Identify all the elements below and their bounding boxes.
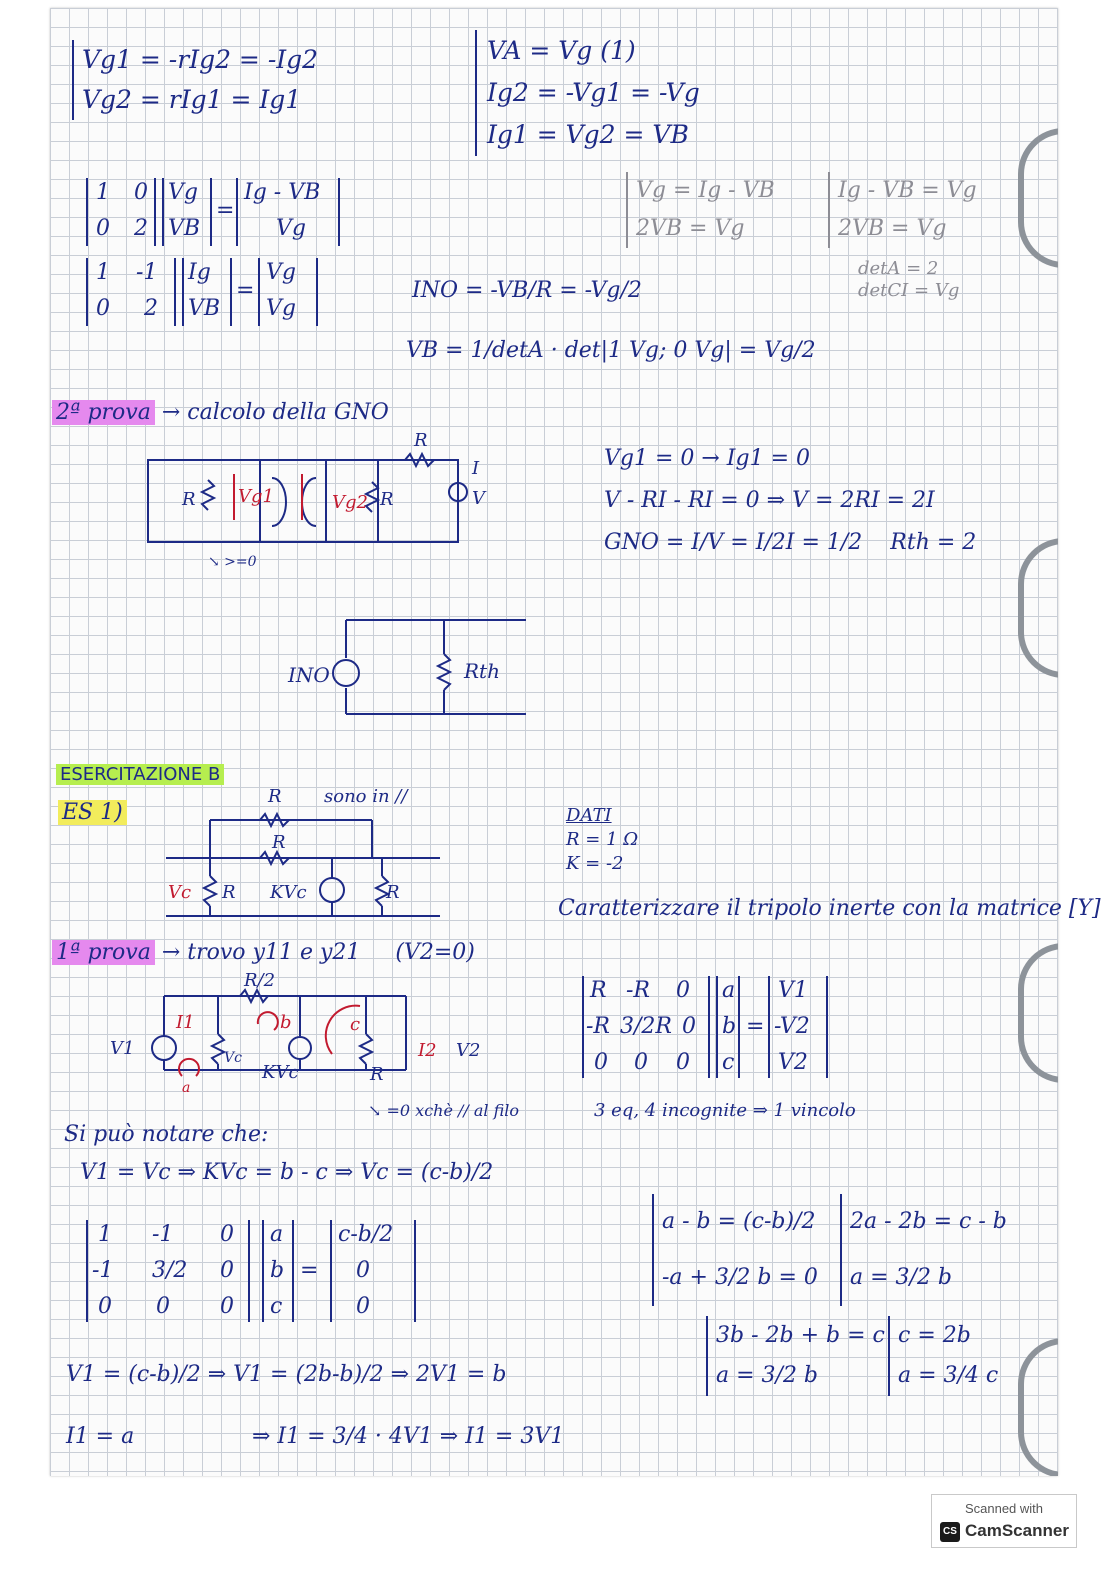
matrix-eq-1: 1 0 0 2 Vg VB = Ig - VB Vg (86, 178, 346, 248)
notice-text: Si può notare che: (64, 1122, 269, 1147)
label-vc: Vc (224, 1050, 242, 1066)
system-a (475, 30, 700, 156)
label-mesh-a: a (182, 1080, 191, 1096)
matrix-cell: 1 (96, 260, 110, 285)
eq-line: detA = 2 (858, 258, 939, 279)
label-rth: Rth (464, 659, 500, 683)
prova1-heading (52, 940, 475, 965)
eq-line: GNO = I/V = I/2I = 1/2 (604, 530, 863, 555)
parallel-note: sono in // (324, 786, 408, 807)
pencil-system-1 (626, 172, 775, 248)
prova1-title: → trovo y11 e y21 (161, 940, 361, 965)
rhs-cell: V1 (778, 978, 808, 1003)
esercitazione-label: ESERCITAZIONE B (56, 764, 224, 785)
gno-equations (604, 438, 976, 564)
circuit-diagram-y11 (100, 972, 550, 1122)
label-i2: I2 (418, 1040, 437, 1061)
camscanner-badge (931, 1494, 1077, 1548)
eq-line: 2VB = Vg (636, 216, 745, 241)
eq-line: Ig2 = -Vg1 = -Vg (487, 78, 700, 107)
es1-heading (58, 800, 127, 825)
matrix-cell: 0 (220, 1294, 234, 1319)
circuit-diagram-gno (140, 430, 510, 570)
matrix-cell: 0 (156, 1294, 170, 1319)
eq-line: VA = Vg (1) (487, 36, 636, 65)
label-r3: R (414, 430, 428, 451)
task-text: Caratterizzare il tripolo inerte con la matrice [Y] (558, 896, 1101, 921)
rhs-cell: c-b/2 (338, 1222, 394, 1247)
eq-line: a = 3/2 b (850, 1265, 953, 1290)
eq-line: Vg1 = -rIg2 = -Ig2 (82, 45, 319, 74)
label-mesh-c: c (350, 1014, 361, 1035)
es1-label: ES 1) (58, 800, 127, 825)
eq-line: 3b - 2b + b = c (716, 1323, 885, 1348)
i1-result: ⇒ I1 = 3/4 · 4V1 ⇒ I1 = 3V1 (252, 1424, 565, 1449)
dati-block (566, 804, 638, 876)
matrix-cell: 1 (96, 180, 110, 205)
rhs-cell: Vg (266, 260, 296, 285)
circuit-note: ↘ >=0 (208, 554, 257, 570)
matrix-cell: -R (626, 978, 650, 1003)
label-v: V (472, 488, 485, 509)
vb-equation: VB = 1/detA · det|1 Vg; 0 Vg| = Vg/2 (406, 338, 816, 363)
label-r: R (370, 1064, 384, 1085)
rhs-cell: Vg (266, 296, 296, 321)
matrix-cell: -R (586, 1014, 610, 1039)
matrix-cell: -1 (92, 1258, 114, 1283)
eq-line: a - b = (c-b)/2 (662, 1209, 816, 1234)
matrix-cell: 0 (634, 1050, 648, 1075)
vector-cell: VB (188, 296, 221, 321)
system-ab (652, 1194, 818, 1306)
matrix-cell: R (590, 978, 607, 1003)
label-vg2: Vg2 (332, 492, 368, 513)
label-r-left: R (222, 882, 236, 903)
vector-cell: Ig (188, 260, 211, 285)
matrix-cell: 0 (98, 1294, 112, 1319)
label-r1: R (182, 489, 196, 510)
vector-cell: a (270, 1222, 284, 1247)
vector-cell: b (722, 1014, 737, 1039)
system-c-2 (888, 1316, 998, 1396)
equation-count-note: 3 eq, 4 incognite ⇒ 1 vincolo (594, 1100, 856, 1121)
eq-line: Ig - VB = Vg (838, 178, 977, 203)
vector-cell: c (270, 1294, 283, 1319)
camscanner-logo-icon: CS (940, 1522, 960, 1542)
circuit-diagram-tripolo (160, 780, 460, 930)
eq-line: V - RI - RI = 0 ⇒ V = 2RI = 2I (604, 488, 935, 513)
eq-line: a = 3/2 b (716, 1363, 819, 1388)
vector-cell: a (722, 978, 736, 1003)
label-r-top: R (268, 786, 282, 807)
dati-title: DATI (566, 805, 612, 826)
dati-item: K = -2 (566, 853, 624, 874)
matrix-cell: -1 (136, 260, 158, 285)
matrix-cell: 0 (682, 1014, 696, 1039)
matrix-cell: 0 (676, 1050, 690, 1075)
prova2-title: → calcolo della GNO (161, 400, 389, 425)
matrix-cell: 0 (96, 216, 110, 241)
label-kvc: KVc (270, 882, 307, 903)
matrix-eq-3: R -R 0 -R 3/2R 0 0 0 0 a b c = V1 -V2 V2 (582, 976, 842, 1080)
vector-cell: Vg (168, 180, 198, 205)
label-vg1: Vg1 (238, 486, 274, 507)
matrix-cell: 0 (96, 296, 110, 321)
matrix-cell: 2 (144, 296, 158, 321)
prova1-label: 1ª prova (52, 940, 155, 965)
i1-definition: I1 = a (66, 1424, 135, 1449)
label-v1: V1 (110, 1038, 135, 1059)
system-ab-2 (840, 1194, 1007, 1306)
v1-equation: V1 = (c-b)/2 ⇒ V1 = (2b-b)/2 ⇒ 2V1 = b (66, 1362, 507, 1387)
matrix-cell: 2 (134, 216, 148, 241)
norton-equivalent-circuit (280, 610, 540, 730)
prova2-label: 2ª prova (52, 400, 155, 425)
circuit-note: ↘ =0 xchè // al filo (368, 1101, 520, 1120)
dati-item: R = 1 Ω (566, 829, 639, 850)
binder-ring (1018, 128, 1058, 268)
vc-equation: V1 = Vc ⇒ KVc = b - c ⇒ Vc = (c-b)/2 (80, 1160, 494, 1185)
eq-line: -a + 3/2 b = 0 (662, 1265, 818, 1290)
matrix-cell: 3/2R (620, 1014, 672, 1039)
eq-line: c = 2b (898, 1323, 971, 1348)
vector-cell: b (270, 1258, 285, 1283)
label-i: I (472, 458, 480, 479)
label-kvc: KVc (262, 1062, 299, 1083)
v2-condition: (V2=0) (395, 940, 475, 965)
binder-ring (1018, 538, 1058, 678)
rhs-cell: Ig - VB (244, 180, 321, 205)
system-c (706, 1316, 885, 1396)
rhs-cell: -V2 (774, 1014, 810, 1039)
binder-ring (1018, 943, 1058, 1083)
label-vc: Vc (168, 882, 192, 903)
matrix-eq-2: 1 -1 0 2 Ig VB = Vg Vg (86, 258, 326, 328)
pencil-determinants (858, 258, 959, 302)
matrix-cell: 1 (98, 1222, 112, 1247)
pencil-system-2 (828, 172, 977, 248)
label-i1: I1 (176, 1012, 195, 1033)
ino-equation: INO = -VB/R = -Vg/2 (412, 278, 642, 303)
prova2-heading (52, 400, 389, 425)
matrix-eq-4: 1 -1 0 -1 3/2 0 0 0 0 a b c = c-b/2 0 0 (86, 1220, 426, 1324)
rhs-cell: 0 (356, 1258, 370, 1283)
vector-cell: VB (168, 216, 201, 241)
eq-line: Vg1 = 0 → Ig1 = 0 (604, 446, 810, 471)
matrix-cell: 0 (676, 978, 690, 1003)
eq-line: a = 3/4 c (898, 1363, 999, 1388)
vector-cell: c (722, 1050, 735, 1075)
matrix-cell: 0 (220, 1258, 234, 1283)
matrix-cell: 3/2 (152, 1258, 188, 1283)
eq-line: Ig1 = Vg2 = VB (487, 120, 689, 149)
label-mesh-b: b (280, 1012, 292, 1033)
label-v2: V2 (456, 1040, 481, 1061)
label-r-mid: R (272, 832, 286, 853)
rhs-cell: V2 (778, 1050, 808, 1075)
matrix-cell: 0 (220, 1222, 234, 1247)
label-r2: R (380, 489, 394, 510)
system-g (72, 40, 318, 120)
badge-caption: Scanned with (964, 1501, 1044, 1516)
rth-value: Rth = 2 (890, 530, 977, 555)
eq-line: Vg = Ig - VB (636, 178, 775, 203)
label-ino: INO (288, 663, 330, 687)
matrix-cell: -1 (152, 1222, 174, 1247)
eq-line: 2VB = Vg (838, 216, 947, 241)
eq-line: 2a - 2b = c - b (850, 1209, 1007, 1234)
matrix-cell: 0 (594, 1050, 608, 1075)
eq-line: Vg2 = rIg1 = Ig1 (82, 85, 302, 114)
eq-line: detCI = Vg (858, 280, 960, 301)
label-r-right: R (386, 882, 400, 903)
rhs-cell: 0 (356, 1294, 370, 1319)
matrix-cell: 0 (134, 180, 148, 205)
badge-brand: CamScanner (965, 1521, 1069, 1540)
binder-ring (1018, 1338, 1058, 1476)
label-r-half: R/2 (244, 970, 276, 991)
rhs-cell: Vg (276, 216, 306, 241)
